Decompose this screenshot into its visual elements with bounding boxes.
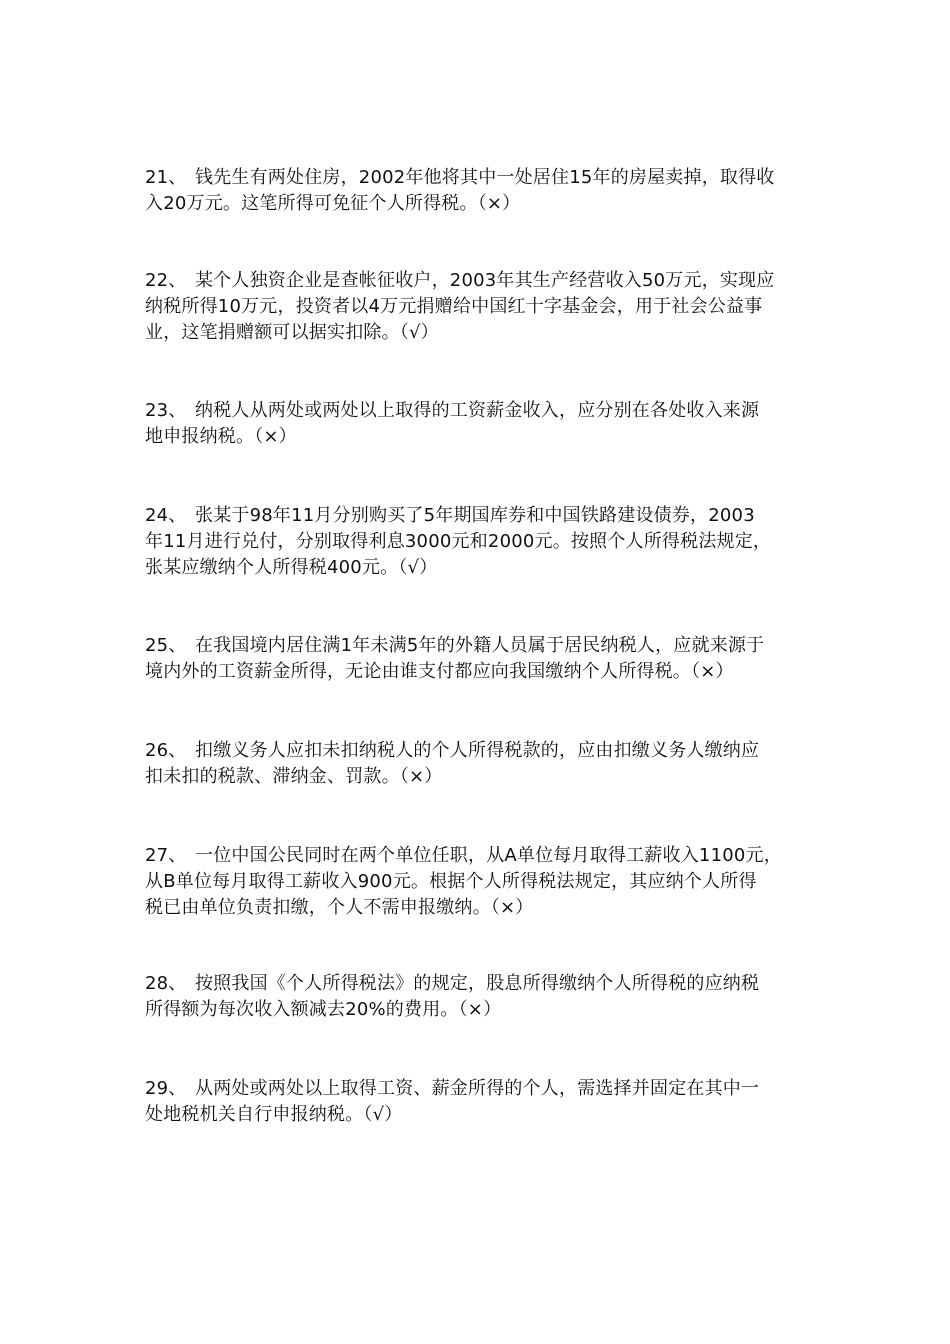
- question-line: [145, 843, 815, 869]
- question-line: 地申报纳税。（×）: [145, 426, 297, 447]
- question-line: 境内外的工资薪金所得，无论由谁支付都应向我国缴纳个人所得税。（×）: [145, 661, 734, 682]
- question-line: 业，这笔捐赠额可以据实扣除。（√）: [145, 322, 439, 343]
- question-text: 一位中国公民同时在两个单位任职，从A单位每月取得工薪收入1100元，: [195, 845, 782, 866]
- question-text: 按照我国《个人所得税法》的规定，股息所得缴纳个人所得税的应纳税: [195, 973, 760, 994]
- question-number: 23、: [145, 400, 187, 421]
- question-number: 26、: [145, 740, 187, 761]
- question-line: 税已由单位负责扣缴，个人不需申报缴纳。（×）: [145, 897, 534, 918]
- question-text: 某个人独资企业是查帐征收户，2003年其生产经营收入50万元，实现应: [195, 270, 775, 291]
- question-text: 钱先生有两处住房，2002年他将其中一处居住15年的房屋卖掉，取得收: [195, 167, 775, 188]
- question-text: 扣缴义务人应扣未扣纳税人的个人所得税款的，应由扣缴义务人缴纳应: [195, 740, 760, 761]
- question-line: 从B单位每月取得工薪收入900元。根据个人所得税法规定，其应纳个人所得: [145, 871, 757, 892]
- question-23: [145, 398, 815, 450]
- question-text: 从两处或两处以上取得工资、薪金所得的个人，需选择并固定在其中一: [195, 1078, 760, 1099]
- question-number: 24、: [145, 505, 187, 526]
- question-line: 扣未扣的税款、滞纳金、罚款。（×）: [145, 766, 443, 787]
- question-line: 所得额为每次收入额减去20%的费用。（×）: [145, 999, 502, 1020]
- question-line: 年11月进行兑付，分别取得利息3000元和2000元。按照个人所得税法规定，: [145, 531, 772, 552]
- question-text: 在我国境内居住满1年未满5年的外籍人员属于居民纳税人，应就来源于: [195, 635, 765, 656]
- question-24: [145, 503, 815, 581]
- question-26: [145, 738, 815, 790]
- question-line: 纳税所得10万元，投资者以4万元捐赠给中国红十字基金会，用于社会公益事: [145, 296, 763, 317]
- question-number: 21、: [145, 167, 187, 188]
- question-number: 27、: [145, 845, 187, 866]
- question-line: 张某应缴纳个人所得税400元。（√）: [145, 557, 438, 578]
- question-number: 25、: [145, 635, 187, 656]
- question-line: [145, 503, 815, 529]
- question-line: 入20万元。这笔所得可免征个人所得税。（×）: [145, 193, 521, 214]
- question-21: [145, 165, 815, 217]
- question-line: 处地税机关自行申报纳税。（√）: [145, 1104, 403, 1125]
- question-28: [145, 971, 815, 1023]
- question-line: [145, 971, 815, 997]
- question-27: [145, 843, 815, 921]
- question-text: 张某于98年11月分别购买了5年期国库券和中国铁路建设债券，2003: [195, 505, 755, 526]
- question-25: [145, 633, 815, 685]
- question-line: [145, 633, 815, 659]
- question-29: [145, 1076, 815, 1128]
- question-number: 29、: [145, 1078, 187, 1099]
- question-line: [145, 268, 815, 294]
- question-line: [145, 738, 815, 764]
- question-number: 22、: [145, 270, 187, 291]
- question-text: 纳税人从两处或两处以上取得的工资薪金收入，应分别在各处收入来源: [195, 400, 760, 421]
- question-number: 28、: [145, 973, 187, 994]
- question-22: [145, 268, 815, 346]
- question-line: [145, 165, 815, 191]
- question-line: [145, 1076, 815, 1102]
- question-line: [145, 398, 815, 424]
